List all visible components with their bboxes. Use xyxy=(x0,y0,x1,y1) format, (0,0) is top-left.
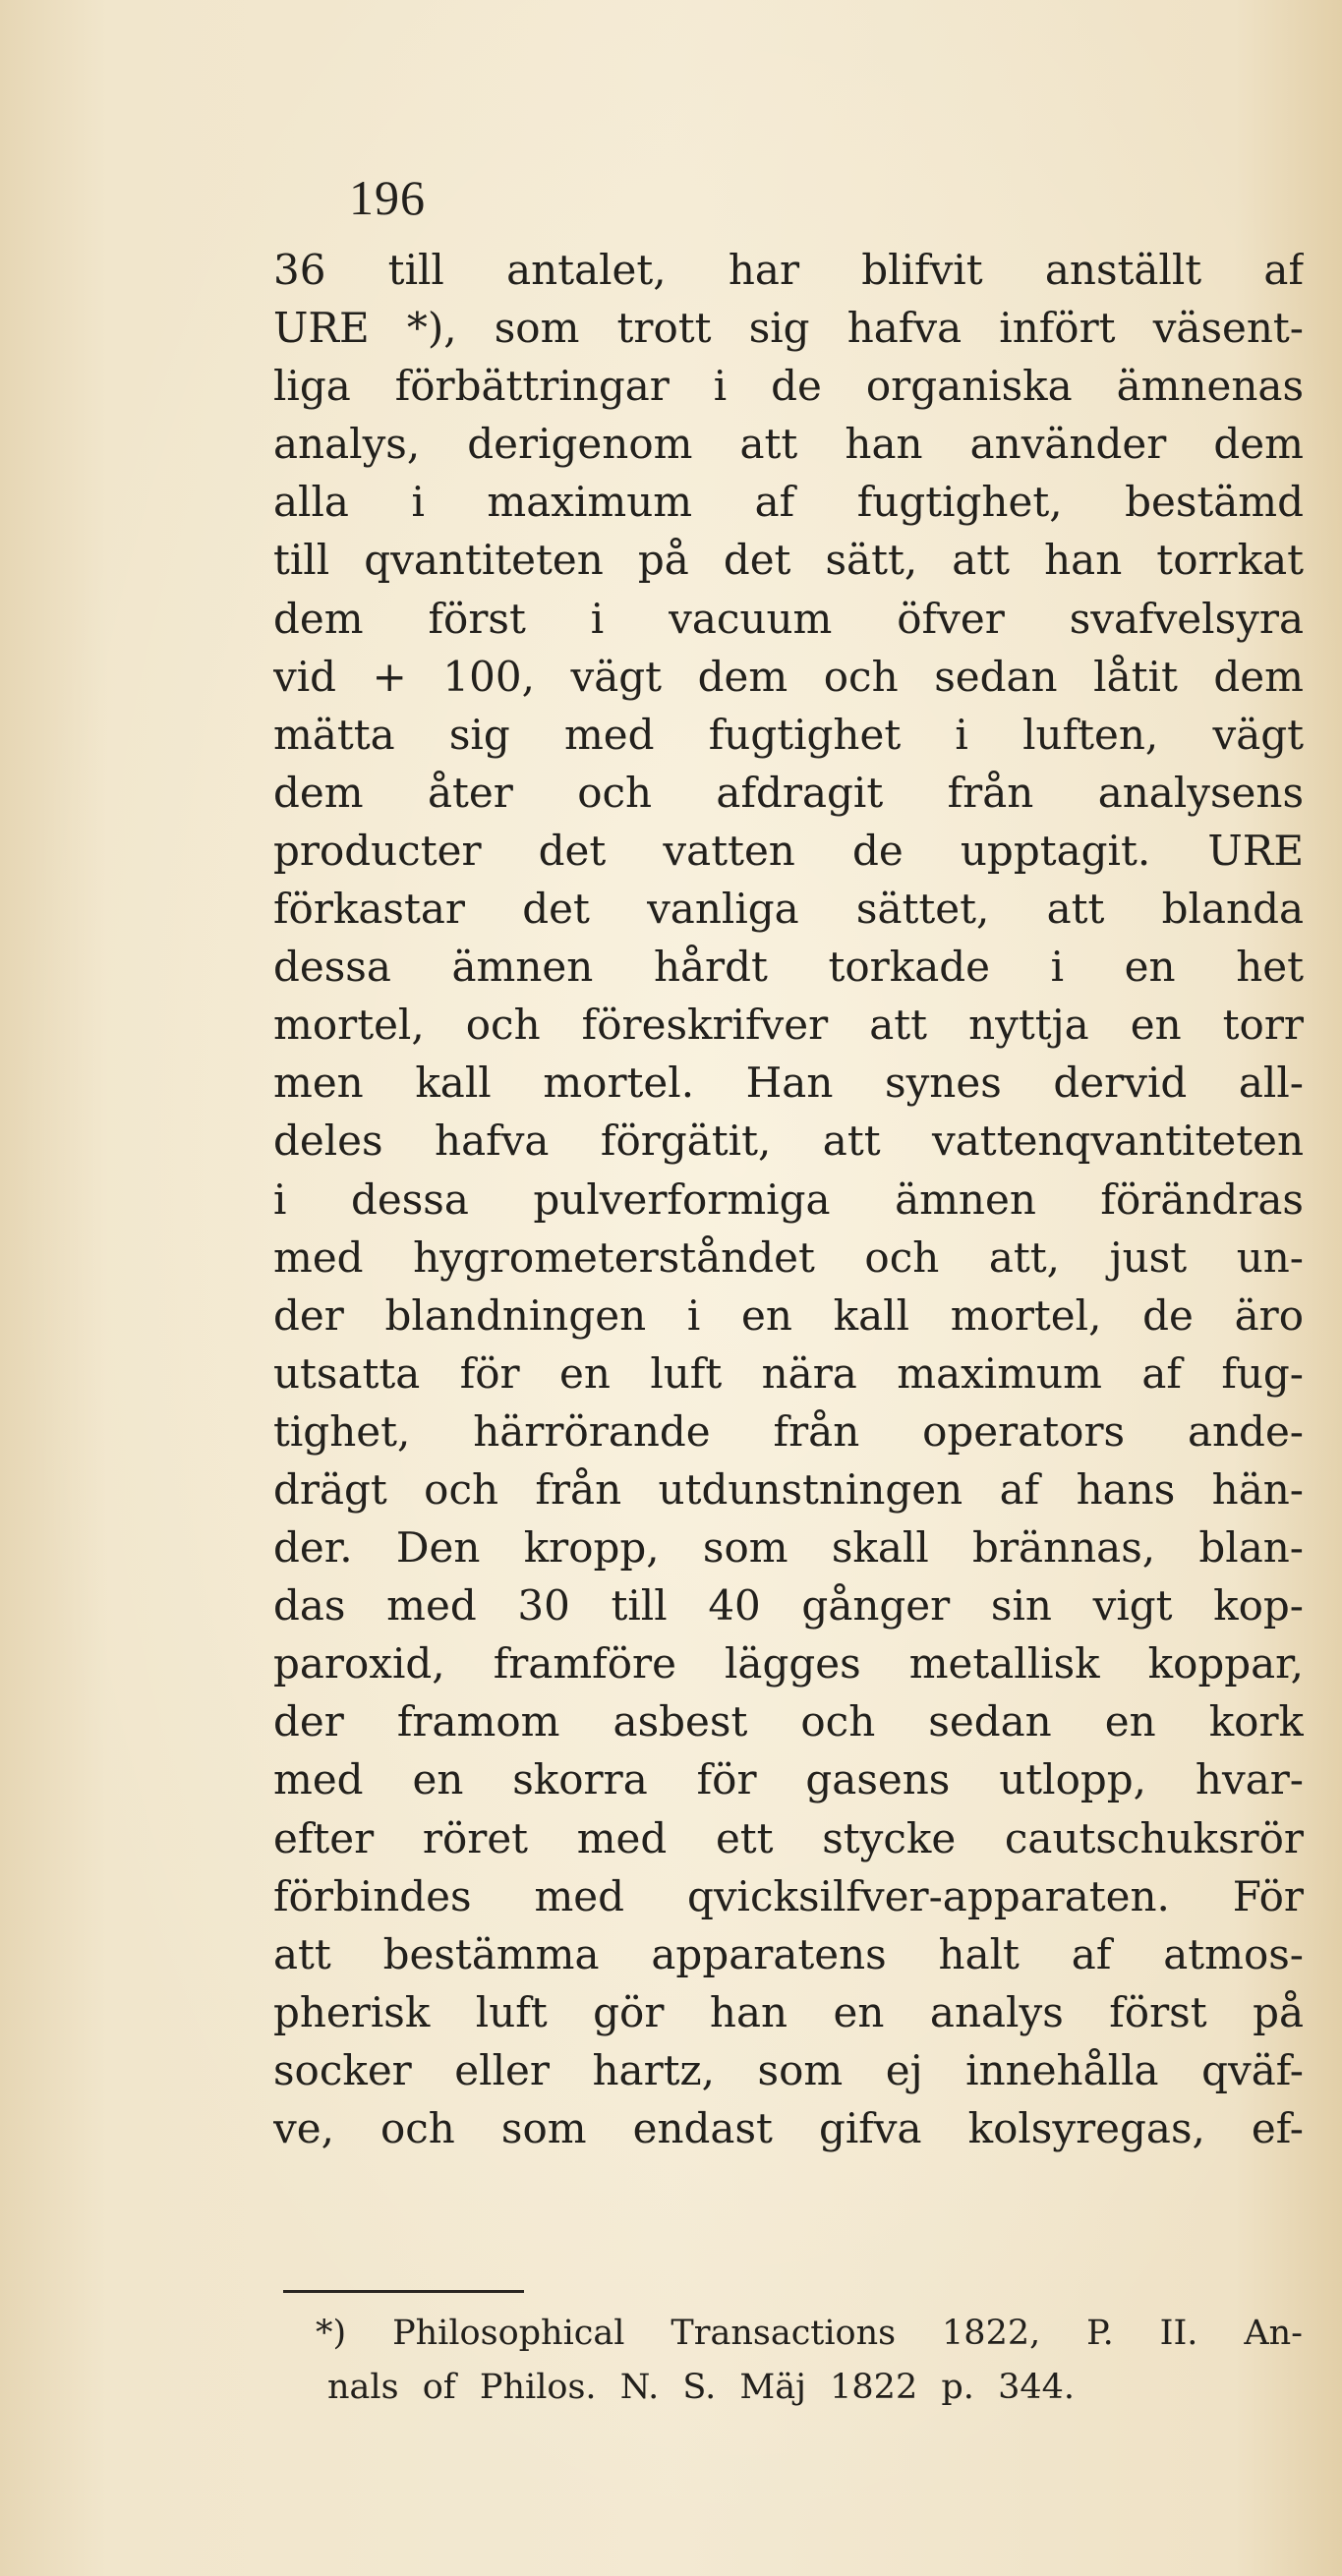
text-line: liga förbättringar i de organiska ämnenas xyxy=(273,362,1304,411)
text-line: das med 30 till 40 gånger sin vigt kop- xyxy=(273,1581,1304,1631)
text-line: dessa ämnen hårdt torkade i en het xyxy=(273,943,1304,992)
text-line: förkastar det vanliga sättet, att blanda xyxy=(273,885,1304,934)
text-line: alla i maximum af fugtighet, bestämd xyxy=(273,478,1304,527)
text-line: till qvantiteten på det sätt, att han torrkat xyxy=(273,536,1304,585)
text-line: utsatta för en luft nära maximum af fug- xyxy=(273,1348,1304,1398)
text-line: tighet, härrörande från operators ande- xyxy=(273,1406,1304,1456)
text-line: i dessa pulverformiga ämnen förändras xyxy=(273,1174,1304,1224)
text-line: URE *), som trott sig hafva infört väsent- xyxy=(273,304,1304,353)
page-number: 196 xyxy=(349,170,426,225)
text-line: ve, och som endast gifva kolsyregas, ef- xyxy=(273,2104,1304,2152)
text-line: analys, derigenom att han använder dem xyxy=(273,420,1304,469)
text-line: drägt och från utdunstningen af hans hän- xyxy=(273,1464,1304,1514)
text-line: socker eller hartz, som ej innehålla qväf- xyxy=(273,2045,1304,2094)
text-line: efter röret med ett stycke cautschuksrör xyxy=(273,1813,1304,1862)
text-line: producter det vatten de upptagit. URE xyxy=(273,826,1304,875)
text-line: mätta sig med fugtighet i luften, vägt xyxy=(273,710,1304,759)
text-line: vid + 100, vägt dem och sedan låtit dem xyxy=(273,652,1304,701)
text-line: med hygrometerståndet och att, just un- xyxy=(273,1232,1304,1282)
text-line: paroxid, framföre lägges metallisk koppar, xyxy=(273,1639,1304,1689)
text-line: deles hafva förgätit, att vattenqvantiteten xyxy=(273,1116,1304,1166)
footnote-line: nals of Philos. N. S. Mäj 1822 p. 344. xyxy=(327,2368,1075,2407)
footnote-rule xyxy=(283,2290,524,2293)
footnote-line: *) Philosophical Transactions 1822, P. II. An- xyxy=(316,2314,1303,2353)
text-line: der blandningen i en kall mortel, de äro xyxy=(273,1290,1304,1340)
text-line: pherisk luft gör han en analys först på xyxy=(273,1987,1304,2036)
text-line: der framom asbest och sedan en kork xyxy=(273,1697,1304,1746)
text-line: der. Den kropp, som skall brännas, blan- xyxy=(273,1523,1304,1573)
text-line: dem åter och afdragit från analysens xyxy=(273,768,1304,817)
text-line: med en skorra för gasens utlopp, hvar- xyxy=(273,1755,1304,1804)
text-line: mortel, och föreskrifver att nyttja en torr xyxy=(273,1001,1304,1050)
text-line: förbindes med qvicksilfver-apparaten. För xyxy=(273,1871,1304,1920)
text-line: men kall mortel. Han synes dervid all- xyxy=(273,1059,1304,1108)
body-text xyxy=(273,241,1304,2157)
text-line: dem först i vacuum öfver svafvelsyra xyxy=(273,594,1304,643)
text-line: 36 till antalet, har blifvit anställt af xyxy=(273,246,1304,294)
text-line: att bestämma apparatens halt af atmos- xyxy=(273,1929,1304,1978)
footnote xyxy=(316,2307,1303,2415)
